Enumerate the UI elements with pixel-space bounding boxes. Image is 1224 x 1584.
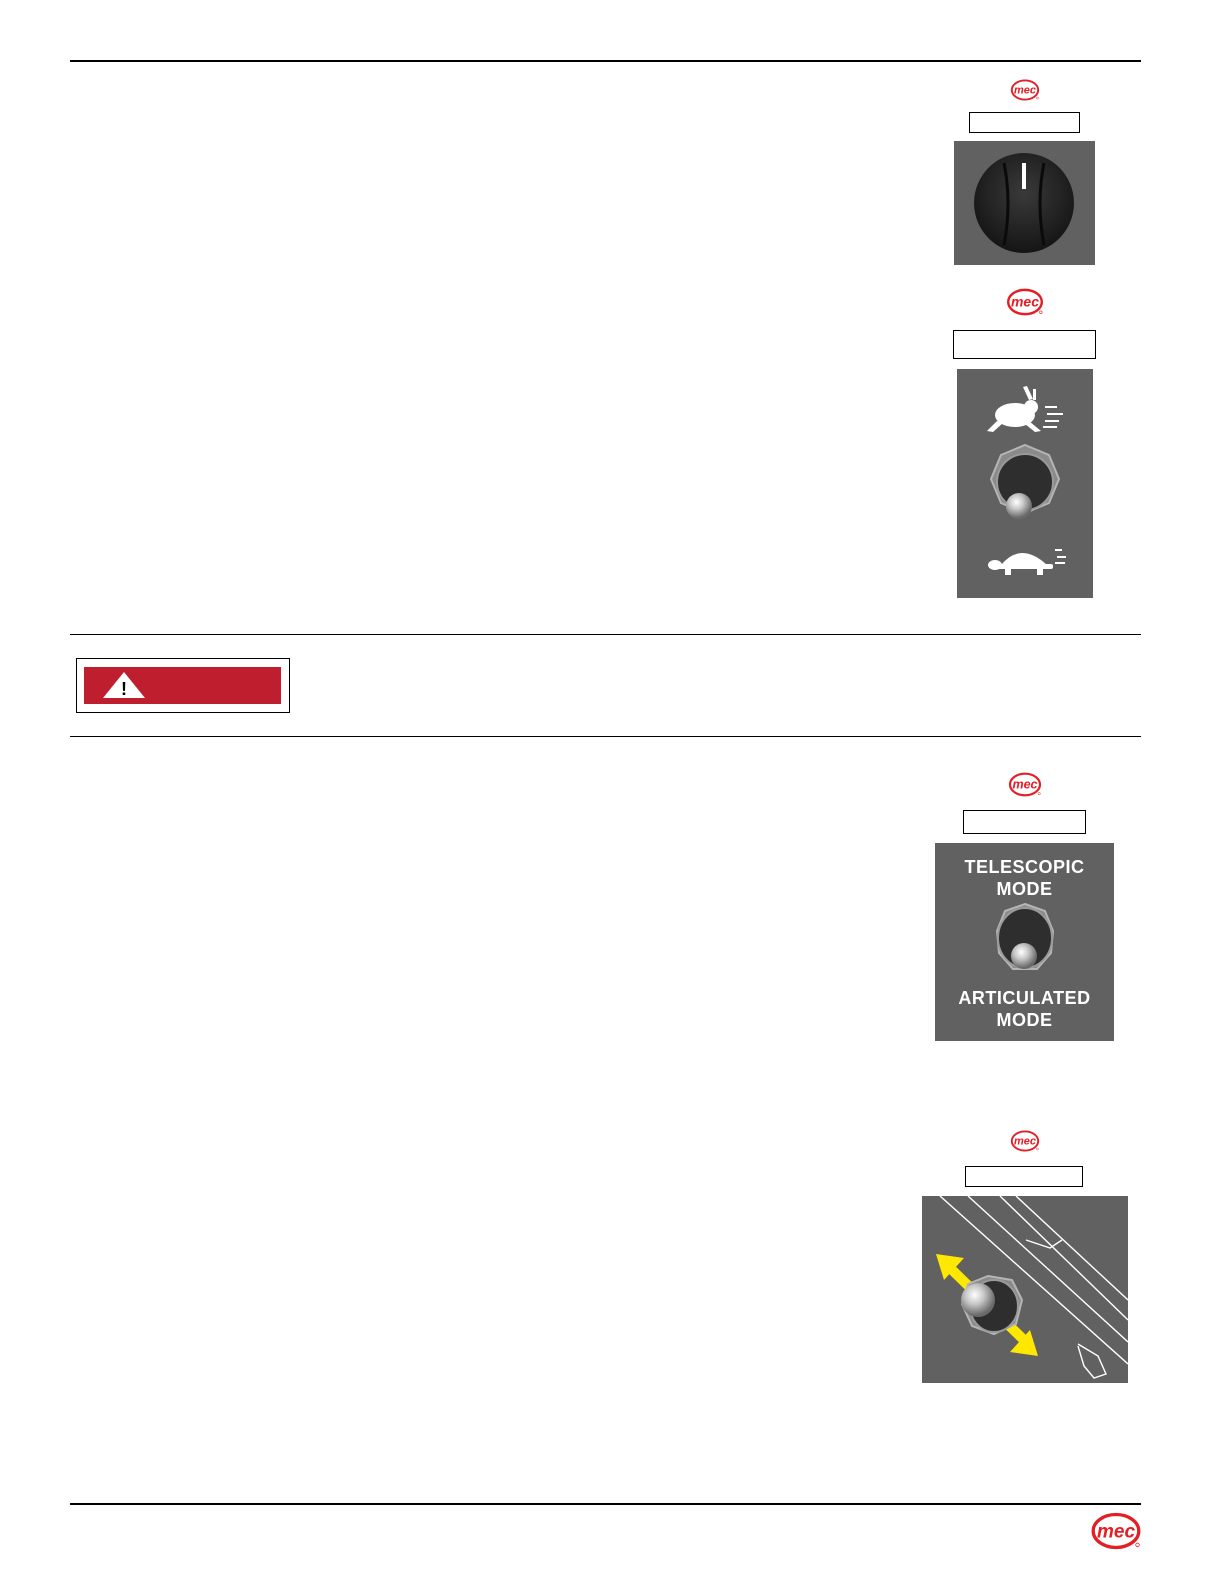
rabbit-icon bbox=[987, 386, 1063, 432]
label-box bbox=[953, 330, 1096, 359]
danger-label bbox=[76, 658, 290, 713]
top-rule bbox=[70, 60, 1141, 62]
rotary-knob-panel bbox=[954, 141, 1095, 265]
section-rule bbox=[70, 634, 1141, 635]
jib-toggle-switch[interactable] bbox=[961, 1276, 1022, 1334]
mec-logo-icon bbox=[1010, 1130, 1040, 1152]
speed-toggle-switch[interactable] bbox=[991, 445, 1059, 519]
label-box bbox=[969, 112, 1080, 133]
turtle-icon bbox=[988, 549, 1066, 575]
mec-logo-icon bbox=[1005, 288, 1045, 316]
warning-triangle-icon bbox=[101, 670, 147, 700]
label-box bbox=[965, 1166, 1083, 1187]
speed-toggle-panel bbox=[957, 369, 1093, 598]
footer-mec-logo-icon bbox=[1090, 1512, 1142, 1550]
jib-toggle-panel bbox=[922, 1196, 1128, 1383]
section-rule bbox=[70, 736, 1141, 737]
danger-bar bbox=[84, 667, 281, 704]
articulated-mode-label: ARTICULATED MODE bbox=[958, 988, 1091, 1030]
mode-toggle-panel bbox=[935, 843, 1114, 1041]
mec-logo-icon bbox=[1010, 79, 1040, 101]
svg-text:!: ! bbox=[121, 679, 127, 699]
telescopic-mode-label: TELESCOPIC MODE bbox=[964, 857, 1085, 899]
rotary-knob-icon bbox=[954, 141, 1095, 265]
bottom-rule bbox=[70, 1503, 1141, 1505]
label-box bbox=[963, 810, 1086, 834]
mec-logo-icon bbox=[1008, 772, 1042, 797]
